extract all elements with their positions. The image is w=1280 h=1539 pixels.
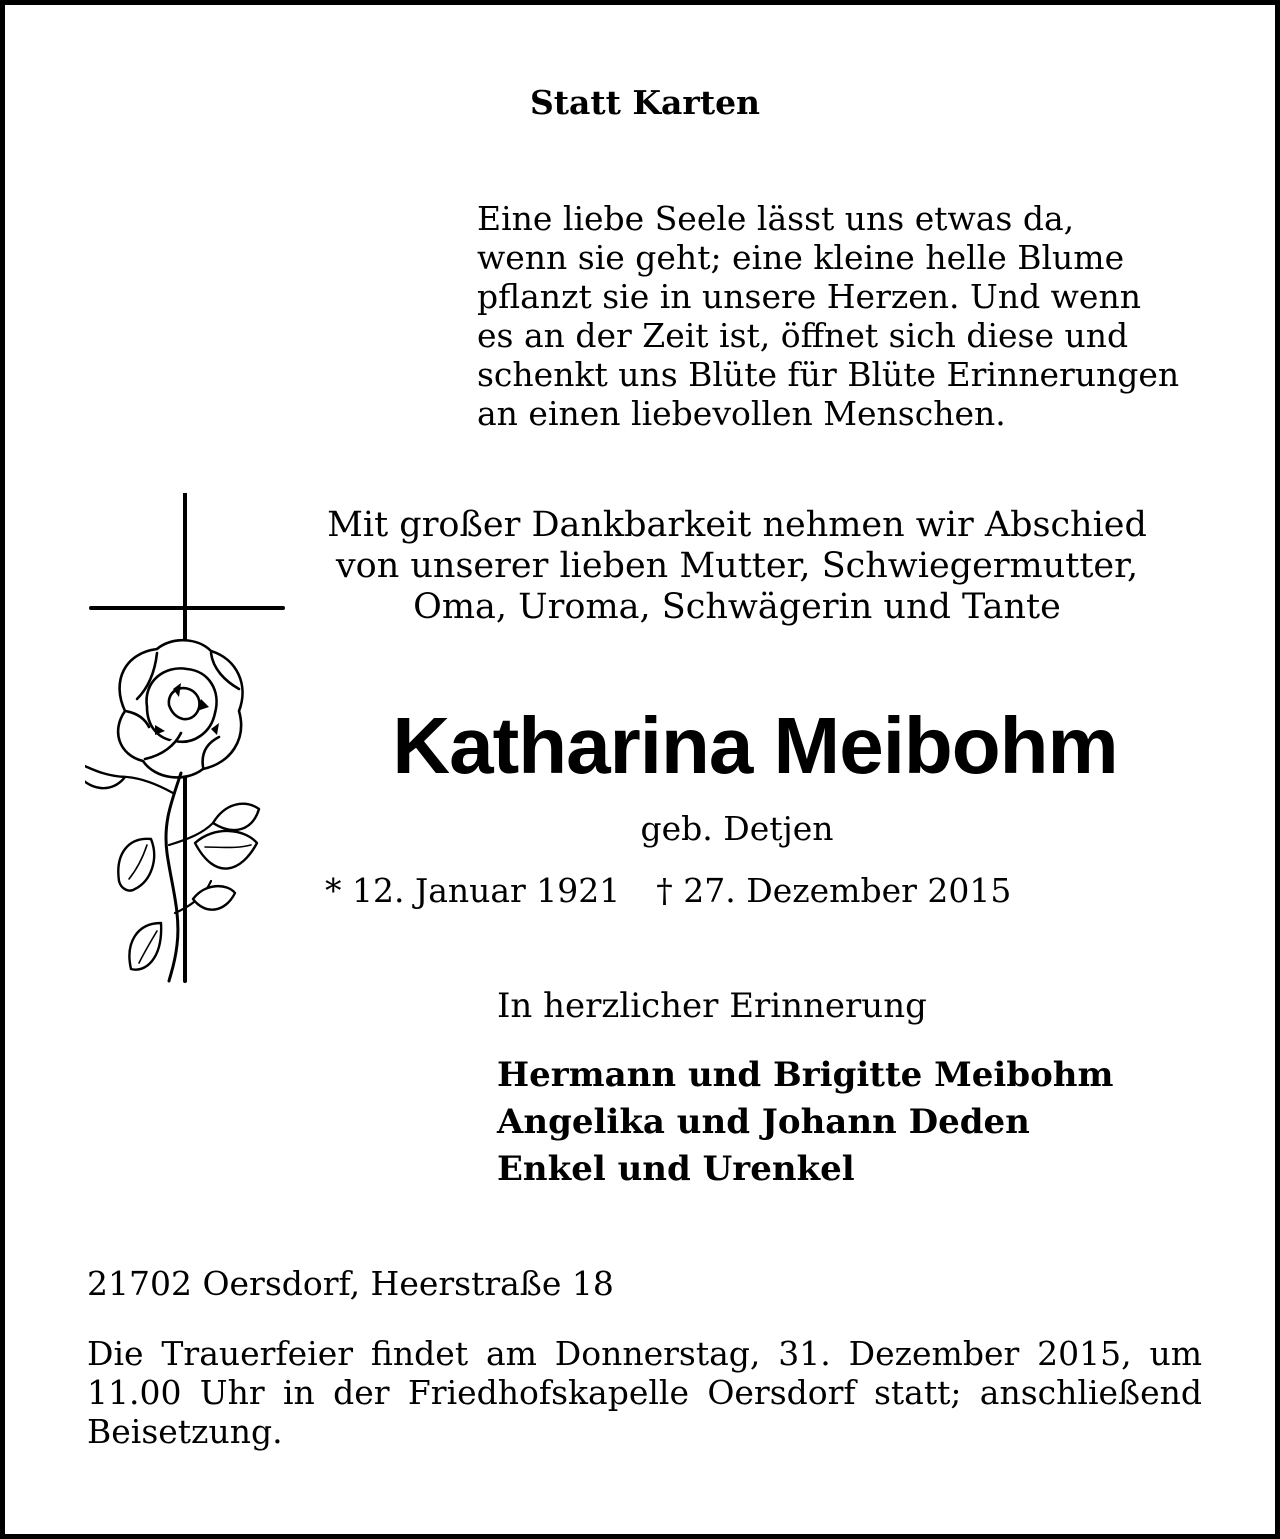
intro-line: von unserer lieben Mutter, Schwiegermutter, <box>335 546 1139 586</box>
life-dates <box>325 871 1011 911</box>
signers <box>497 1052 1113 1193</box>
birth-date: * 12. Januar 1921 <box>325 871 621 910</box>
farewell-intro <box>267 505 1207 628</box>
poem-line: wenn sie geht; eine kleine helle Blume <box>477 238 1125 277</box>
ceremony-info: Die Trauerfeier findet am Donnerstag, 31. Dezember 2015, um 11.00 Uhr in der Friedhofskapelle Oersdorf statt; anschließend Beisetzung. <box>87 1334 1202 1451</box>
header-statt-karten: Statt Karten <box>529 83 761 122</box>
poem-line: es an der Zeit ist, öffnet sich diese und <box>477 316 1129 355</box>
signer-line: Enkel und Urenkel <box>497 1149 855 1189</box>
address: 21702 Oersdorf, Heerstraße 18 <box>87 1264 614 1303</box>
poem-line: pflanzt sie in unsere Herzen. Und wenn <box>477 277 1141 316</box>
signer-line: Hermann und Brigitte Meibohm <box>497 1055 1114 1095</box>
birth-name: geb. Detjen <box>640 809 834 848</box>
poem <box>477 199 1237 433</box>
death-date: † 27. Dezember 2015 <box>656 871 1012 910</box>
remembrance-line: In herzlicher Erinnerung <box>497 986 927 1026</box>
deceased-name: Katharina Meibohm <box>392 701 1118 790</box>
signer-line: Angelika und Johann Deden <box>497 1102 1030 1142</box>
intro-line: Mit großer Dankbarkeit nehmen wir Abschied <box>327 505 1147 545</box>
poem-line: an einen liebevollen Menschen. <box>477 394 1006 433</box>
intro-line: Oma, Uroma, Schwägerin und Tante <box>413 587 1061 627</box>
poem-line: schenkt uns Blüte für Blüte Erinnerungen <box>477 355 1180 394</box>
poem-line: Eine liebe Seele lässt uns etwas da, <box>477 199 1075 238</box>
